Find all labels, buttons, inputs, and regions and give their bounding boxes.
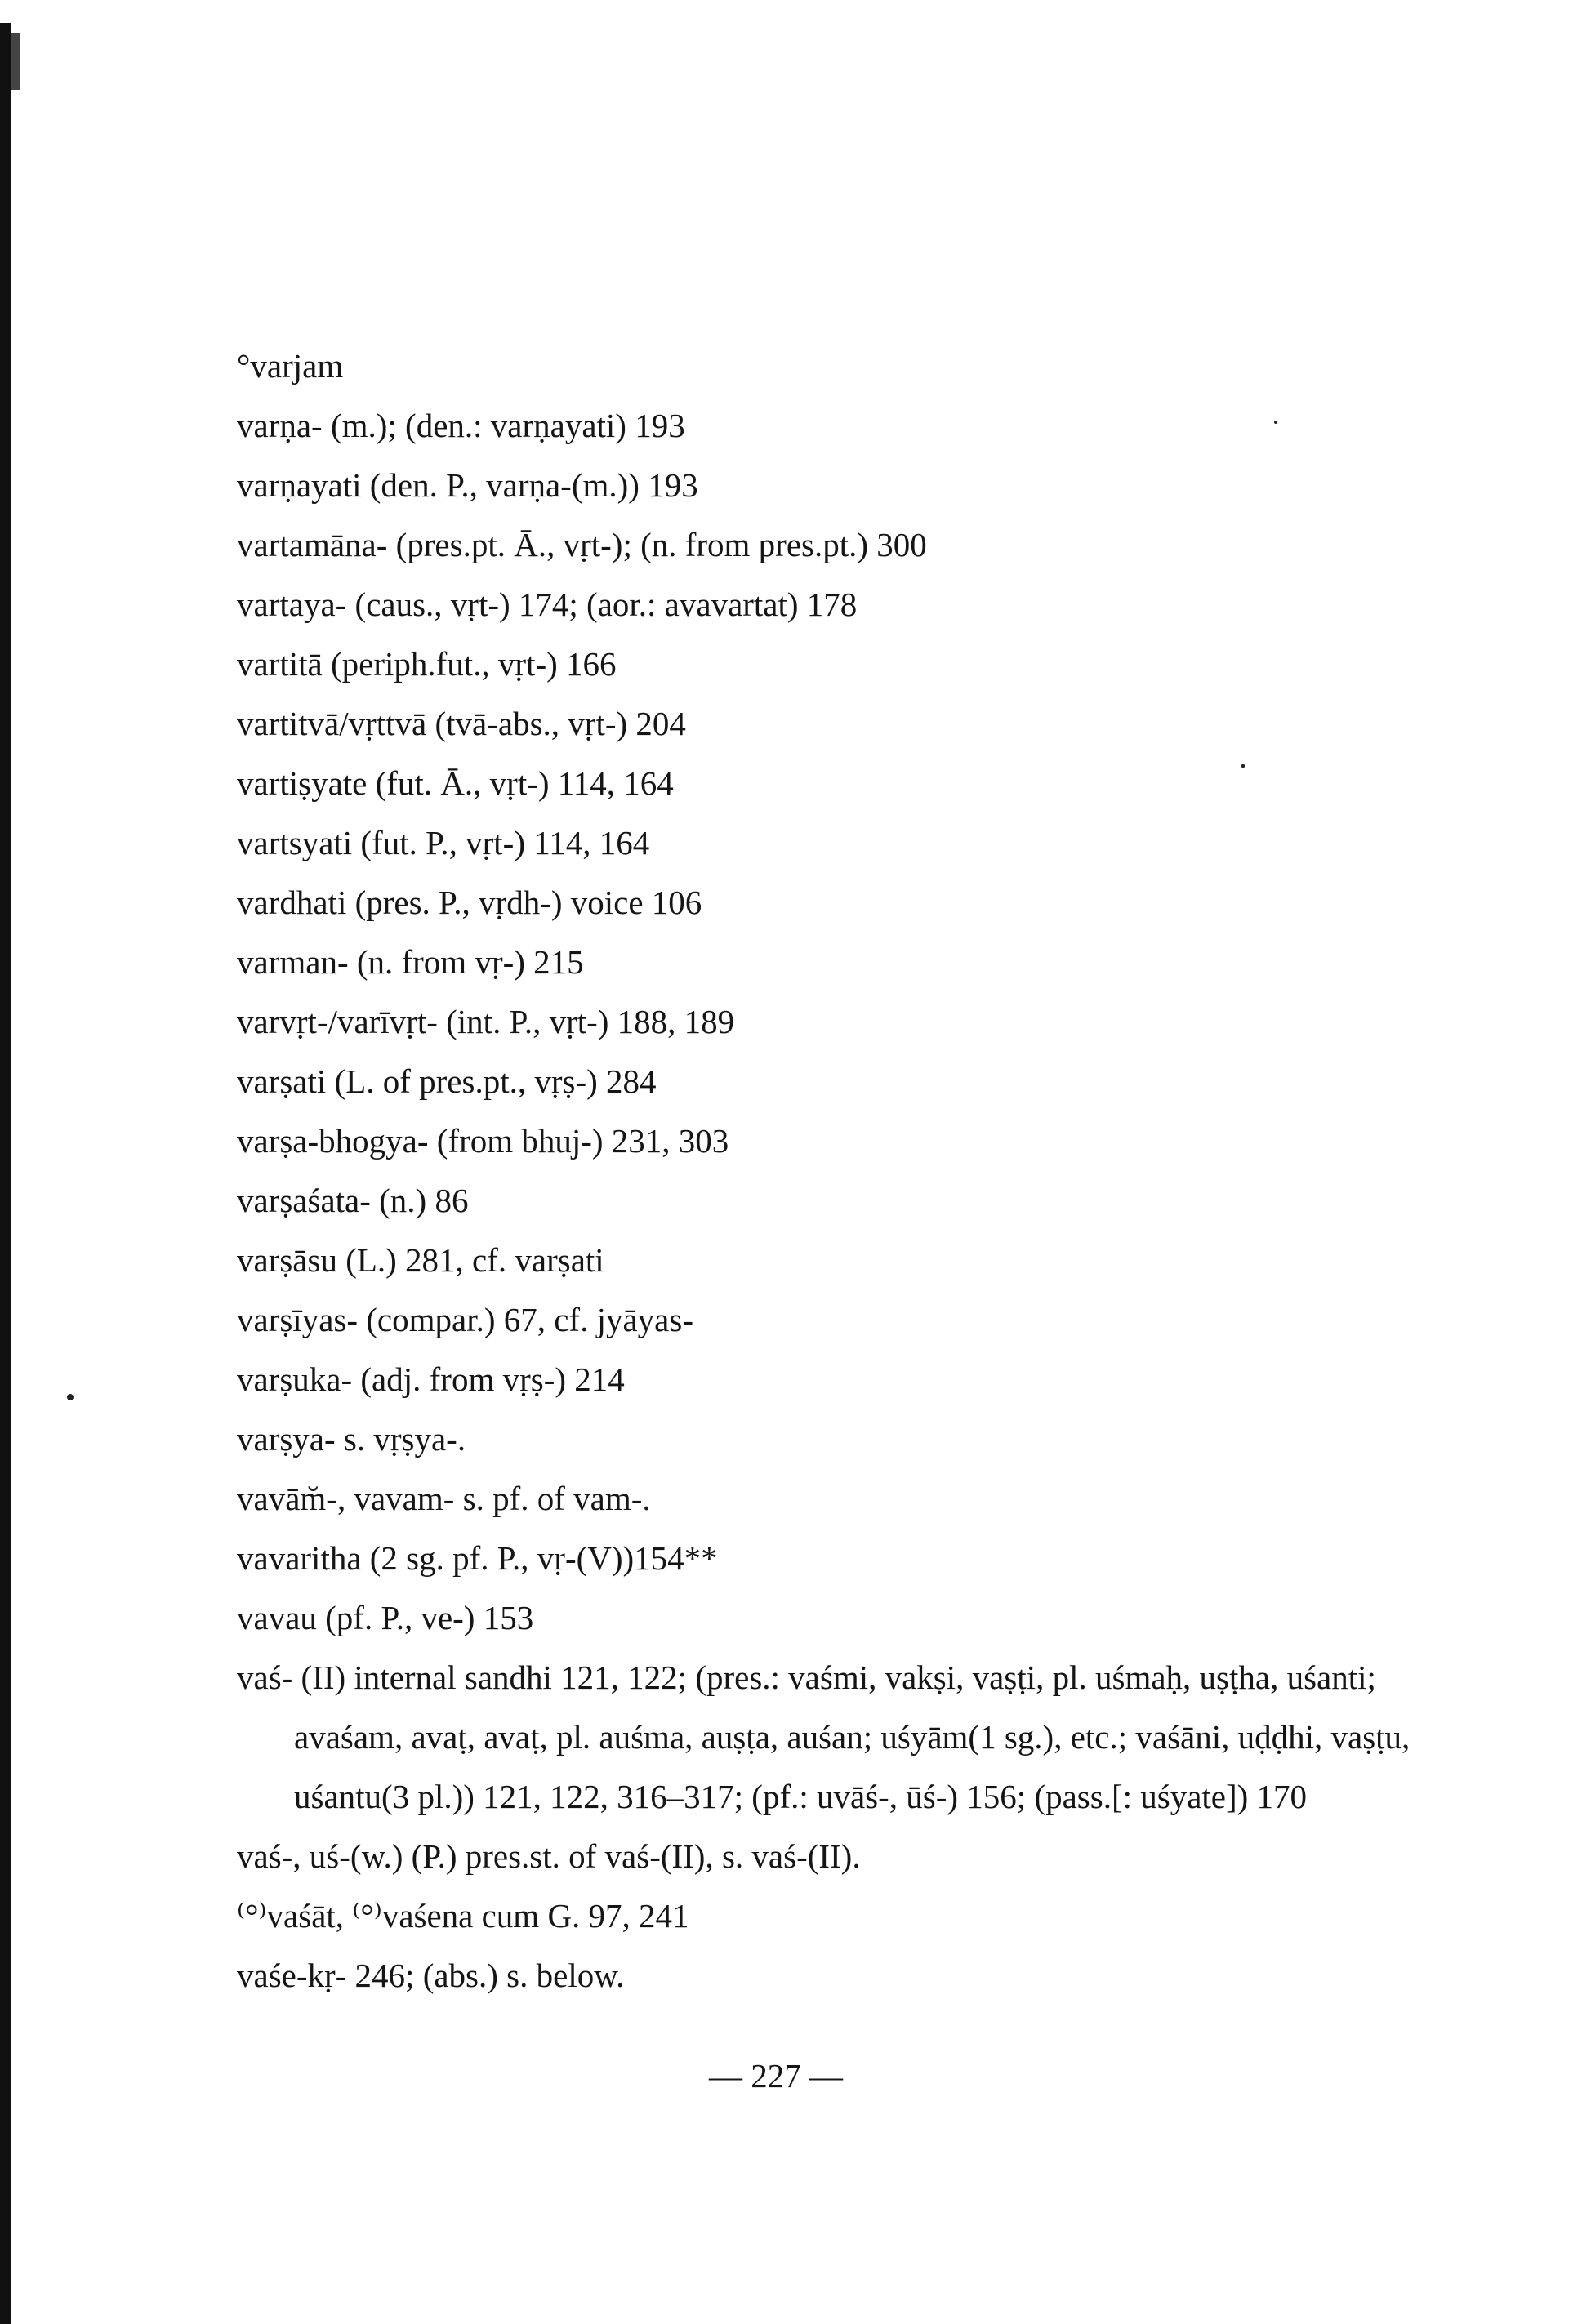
index-entry: varṣuka- (adj. from vṛṣ-) 214: [237, 1360, 625, 1398]
index-entry: varman- (n. from vṛ-) 215: [237, 943, 584, 981]
index-entry: ⁽°⁾vaśāt, ⁽°⁾vaśena cum G. 97, 241: [237, 1897, 689, 1934]
index-entry: vartitvā/vṛttvā (tvā-abs., vṛt-) 204: [237, 705, 686, 742]
index-entry: vartitā (periph.fut., vṛt-) 166: [237, 645, 617, 683]
index-entry: vartamāna- (pres.pt. Ā., vṛt-); (n. from pres.pt.) 300: [237, 526, 927, 563]
scan-notch: [11, 33, 20, 90]
index-entry: varṣīyas- (compar.) 67, cf. jyāyas-: [237, 1301, 693, 1338]
index-entry: vavaritha (2 sg. pf. P., vṛ-(V))154**: [237, 1539, 718, 1577]
index-entry: vartaya- (caus., vṛt-) 174; (aor.: avavartat) 178: [237, 585, 858, 623]
index-entry: vavām̆-, vavam- s. pf. of vam-.: [237, 1480, 651, 1517]
index-entry: varṣaśata- (n.) 86: [237, 1182, 469, 1219]
index-entry: vartsyati (fut. P., vṛt-) 114, 164: [237, 824, 650, 861]
index-entry: °varjam: [237, 347, 344, 385]
index-entry: vavau (pf. P., ve-) 153: [237, 1599, 534, 1636]
index-entry: vaśe-kṛ- 246; (abs.) s. below.: [237, 1957, 625, 1994]
index-entry: varṣāsu (L.) 281, cf. varṣati: [237, 1241, 604, 1279]
page-number: — 227 —: [709, 2057, 843, 2095]
index-entry: varṣati (L. of pres.pt., vṛṣ-) 284: [237, 1062, 657, 1100]
index-entry-multiline: vaś- (II) internal sandhi 121, 122; (pres.: vaśmi, vakṣi, vaṣṭi, pl. uśmaḥ, uṣṭha, uśanti; avaśam, avaṭ, avaṭ, pl. auśma, auṣṭa, auśan; uśyām(1 sg.), etc.; vaśāni, uḍḍhi, vaṣṭu, uśantu(3 pl.)) 121, 122, 316–317; (pf.: uvāś-, ūś-) 156; (pass.[: uśyate]) 170: [237, 1658, 1411, 1815]
index-page: [237, 336, 1462, 2006]
index-entry: varṣya- s. vṛṣya-.: [237, 1420, 466, 1458]
index-entry: varvṛt-/varīvṛt- (int. P., vṛt-) 188, 189: [237, 1003, 735, 1040]
index-entry: vartiṣyate (fut. Ā., vṛt-) 114, 164: [237, 764, 674, 802]
index-entry: varṇayati (den. P., varṇa-(m.)) 193: [237, 466, 698, 504]
scan-edge: [0, 23, 11, 2324]
index-entry: vardhati (pres. P., vṛdh-) voice 106: [237, 884, 702, 921]
scan-speck: [67, 1394, 74, 1400]
index-entry: varṣa-bhogya- (from bhuj-) 231, 303: [237, 1122, 729, 1160]
index-entry: vaś-, uś-(w.) (P.) pres.st. of vaś-(II), s. vaś-(II).: [237, 1837, 861, 1875]
index-entry: varṇa- (m.); (den.: varṇayati) 193: [237, 407, 685, 444]
